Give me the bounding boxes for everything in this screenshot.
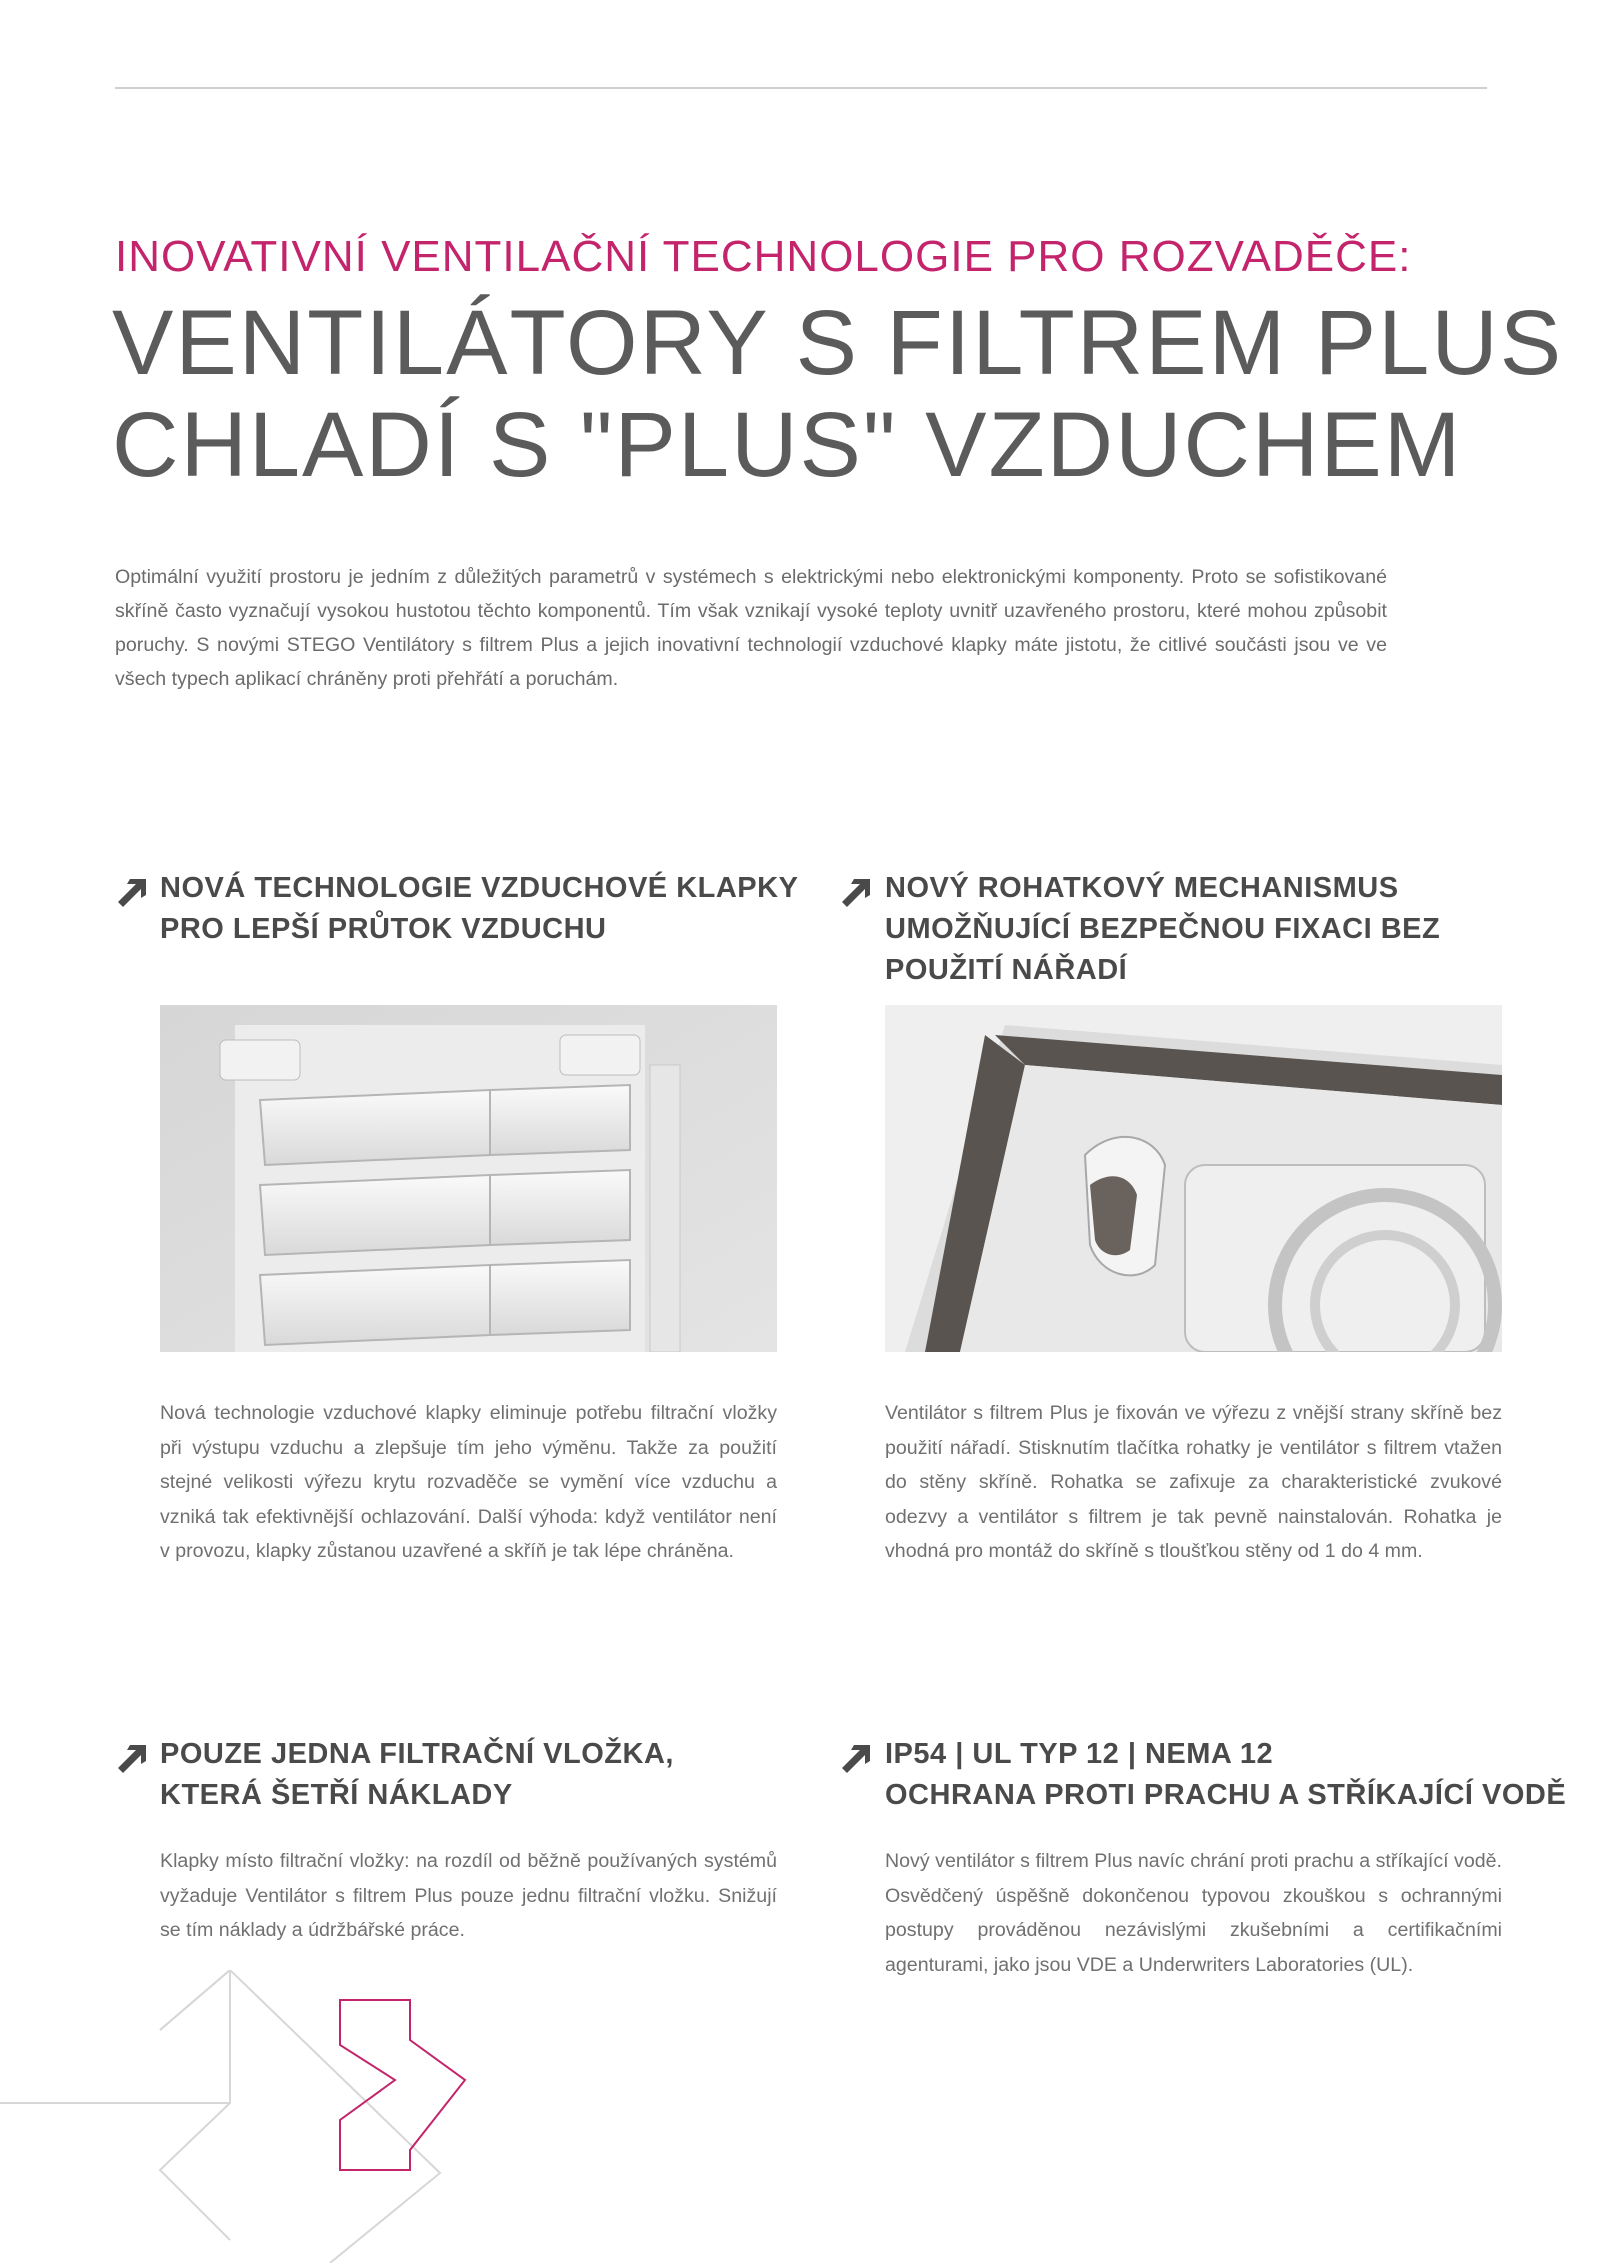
- top-divider: [115, 87, 1487, 89]
- page-title-line-2: CHLADÍ S "PLUS" VZDUCHEM: [112, 394, 1463, 496]
- feature-title-line: IP54 | UL TYP 12 | NEMA 12: [885, 1738, 1274, 1770]
- arrow-up-right-icon: [116, 1742, 150, 1776]
- feature-title-line: OCHRANA PROTI PRACHU A STŘÍKAJÍCÍ VODĚ: [885, 1779, 1567, 1811]
- arrow-up-right-icon: [116, 876, 150, 910]
- page-title: [112, 292, 1564, 496]
- decorative-arrow-outline: [0, 1970, 480, 2263]
- feature-text-protection: Nový ventilátor s filtrem Plus navíc chrání proti prachu a stříkající vodě. Osvědčený úspěšně dokončenou typovou zkouškou s ochrannými postupy prováděnou nezávislými zkušebními a certifikačními agenturami, jako jsou VDE a Underwriters Laboratories (UL).: [885, 1850, 1502, 1976]
- feature-title-ratchet: [885, 868, 1440, 991]
- arrow-up-right-icon: [840, 876, 874, 910]
- feature-title-filter-mat: [160, 1734, 674, 1816]
- feature-title-line: NOVÝ ROHATKOVÝ MECHANISMUS: [885, 872, 1399, 904]
- intro-paragraph: Optimální využití prostoru je jedním z důležitých parametrů v systémech s elektrickými nebo elektronickými komponenty. Proto se sofistikované skříně často vyznačují vysokou hustotou těchto komponentů. Tím však vznikají vysoké teploty uvnitř uzavřeného prostoru, které mohou způsobit poruchy. S novými STEGO Ventilátory s filtrem Plus a jejich inovativní technologií vzduchové klapky máte jistotu, že citlivé součásti jsou ve ve všech typech aplikací chráněny proti přehřátí a poruchám.: [115, 566, 1387, 690]
- ratchet-illustration: [885, 1005, 1502, 1352]
- feature-title-line: NOVÁ TECHNOLOGIE VZDUCHOVÉ KLAPKY: [160, 872, 799, 904]
- feature-title-line: UMOŽŇUJÍCÍ BEZPEČNOU FIXACI BEZ: [885, 913, 1441, 945]
- page-title-line-1: VENTILÁTORY S FILTREM PLUS: [112, 292, 1564, 394]
- photo-ratchet-mechanism: [885, 1005, 1502, 1352]
- feature-text-filter-mat: Klapky místo filtrační vložky: na rozdíl od běžně používaných systémů vyžaduje Ventilátor s filtrem Plus pouze jednu filtrační vložku. Snižují se tím náklady a údržbářské práce.: [160, 1850, 777, 1941]
- feature-text-air-flap: Nová technologie vzduchové klapky eliminuje potřebu filtrační vložky při výstupu vzduchu a zlepšuje tím jeho výměnu. Takže za použití stejné velikosti výřezu krytu rozvaděče se vymění více vzduchu a vzniká tak efektivnější ochlazování. Další výhoda: když ventilátor není v provozu, klapky zůstanou uzavřené a skříň je tak lépe chráněna.: [160, 1402, 777, 1562]
- photo-air-flap-louvres: [160, 1005, 777, 1352]
- feature-title-line: PRO LEPŠÍ PRŮTOK VZDUCHU: [160, 913, 607, 945]
- feature-title-protection: [885, 1734, 1566, 1816]
- arrow-up-right-icon: [840, 1742, 874, 1776]
- feature-title-line: KTERÁ ŠETŘÍ NÁKLADY: [160, 1779, 513, 1811]
- feature-title-air-flap: [160, 868, 798, 950]
- feature-title-line: POUZE JEDNA FILTRAČNÍ VLOŽKA,: [160, 1738, 674, 1770]
- air-flap-illustration: [160, 1005, 777, 1352]
- feature-text-ratchet: Ventilátor s filtrem Plus je fixován ve výřezu z vnější strany skříně bez použití nářadí. Stisknutím tlačítka rohatky je ventilátor s filtrem vtažen do stěny skříně. Rohatka se zafixuje za charakteristické zvukové odezvy a ventilátor s filtrem je tak pevně nainstalován. Rohatka je vhodná pro montáž do skříně s tloušťkou stěny od 1 do 4 mm.: [885, 1402, 1502, 1562]
- feature-title-line: POUŽITÍ NÁŘADÍ: [885, 954, 1128, 986]
- page-kicker: INOVATIVNÍ VENTILAČNÍ TECHNOLOGIE PRO ROZVADĚČE:: [115, 232, 1412, 281]
